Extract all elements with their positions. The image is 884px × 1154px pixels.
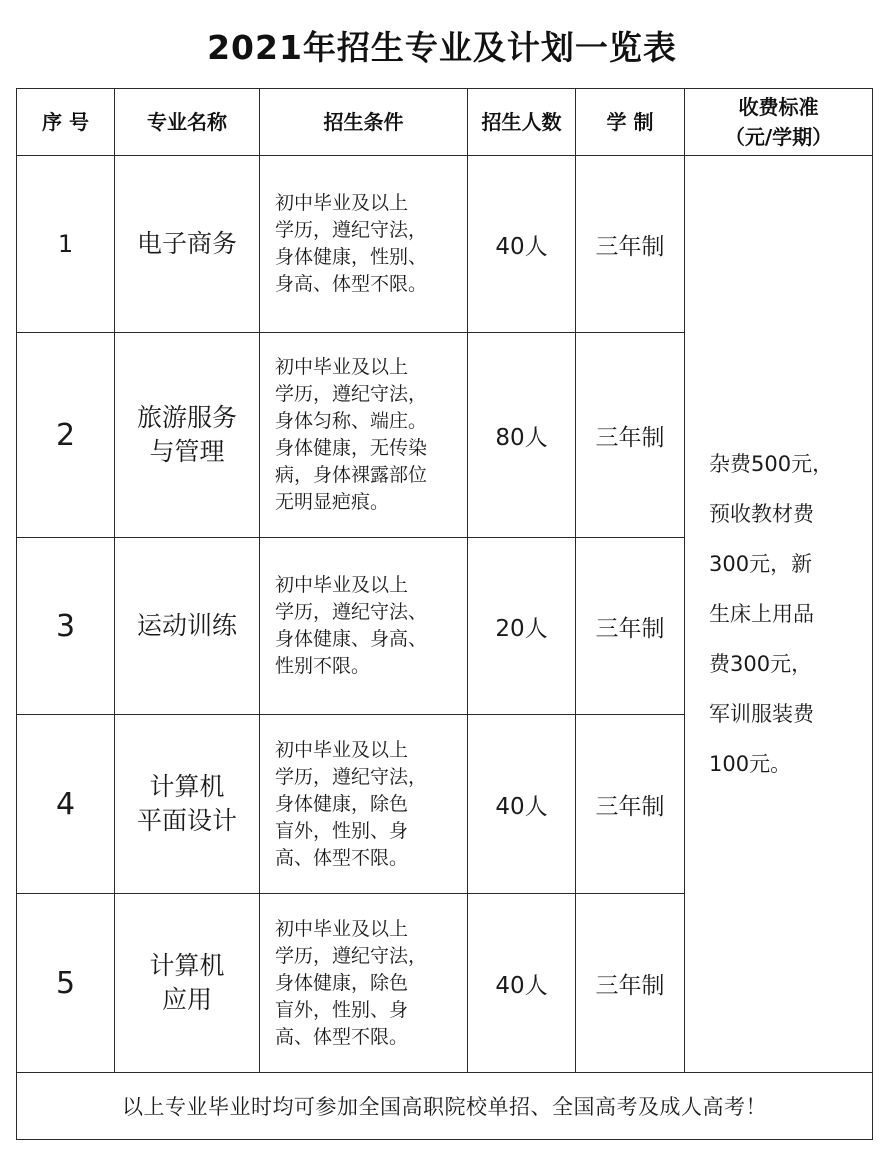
fee-line: 300元，新: [709, 552, 813, 576]
footer-note: 以上专业毕业时均可参加全国高职院校单招、全国高考及成人高考！: [17, 1073, 873, 1140]
row-index: 1: [17, 156, 115, 333]
fee-line: 费300元，: [709, 652, 813, 676]
condition-line: 身高、体型不限。: [275, 273, 428, 295]
condition-line: 高、体型不限。: [275, 846, 409, 869]
page-title: 2021年招生专业及计划一览表: [207, 28, 677, 67]
row-conditions: [260, 333, 468, 538]
fee-line: 预收教材费: [709, 502, 814, 526]
row-count: 40人: [468, 156, 576, 333]
row-count: 80人: [468, 333, 576, 538]
condition-line: 学历，遵纪守法，: [275, 219, 428, 241]
table-footer-row: [17, 1073, 873, 1140]
header-count: 招生人数: [468, 89, 576, 156]
major-line: 与管理: [149, 437, 225, 466]
condition-line: 初中毕业及以上: [275, 738, 409, 761]
fee-line: 杂费500元，: [709, 452, 834, 476]
condition-line: 学历，遵纪守法，: [275, 383, 428, 405]
header-index: 序 号: [17, 89, 115, 156]
major-line: 计算机: [149, 951, 225, 980]
row-major: [115, 894, 260, 1073]
condition-line: 初中毕业及以上: [275, 917, 409, 940]
condition-line: 学历，遵纪守法、: [275, 601, 428, 623]
condition-line: 身体健康，性别、: [275, 246, 428, 268]
header-fee: [685, 89, 873, 156]
condition-line: 病，身体裸露部位: [275, 464, 428, 486]
major-line: 计算机: [149, 772, 225, 801]
condition-line: 身体健康，无传染: [275, 437, 428, 459]
table-row: [17, 156, 873, 333]
major-line: 平面设计: [136, 806, 237, 835]
enrollment-table: [16, 88, 873, 1140]
row-years: 三年制: [576, 156, 685, 333]
fee-cell: [685, 156, 873, 1073]
fee-line: 军训服装费: [709, 702, 814, 726]
major-line: 应用: [161, 985, 212, 1014]
table-header-row: [17, 89, 873, 156]
row-conditions: [260, 538, 468, 715]
condition-line: 盲外，性别、身: [275, 998, 409, 1021]
header-fee-line1: 收费标准: [738, 95, 819, 119]
major-line: 旅游服务: [136, 403, 237, 432]
row-count: 20人: [468, 538, 576, 715]
row-years: 三年制: [576, 715, 685, 894]
row-conditions: [260, 894, 468, 1073]
row-count: 40人: [468, 715, 576, 894]
condition-line: 初中毕业及以上: [275, 192, 409, 214]
condition-line: 学历，遵纪守法，: [275, 765, 428, 788]
row-major: [115, 538, 260, 715]
condition-line: 身体健康，除色: [275, 792, 409, 815]
row-index: 5: [17, 894, 115, 1073]
condition-line: 初中毕业及以上: [275, 356, 409, 378]
condition-line: 性别不限。: [275, 655, 371, 677]
row-years: 三年制: [576, 538, 685, 715]
condition-line: 初中毕业及以上: [275, 574, 409, 596]
row-conditions: [260, 715, 468, 894]
major-line: 运动训练: [136, 611, 237, 640]
row-count: 40人: [468, 894, 576, 1073]
condition-line: 身体健康，除色: [275, 971, 409, 994]
condition-line: 身体匀称、端庄。: [275, 410, 428, 432]
fee-line: 生床上用品: [709, 602, 814, 626]
condition-line: 学历，遵纪守法，: [275, 944, 428, 967]
fee-line: 100元。: [709, 752, 792, 776]
condition-line: 盲外，性别、身: [275, 819, 409, 842]
header-conditions: 招生条件: [260, 89, 468, 156]
row-major: [115, 156, 260, 333]
header-major: 专业名称: [115, 89, 260, 156]
row-index: 4: [17, 715, 115, 894]
major-line: 电子商务: [136, 229, 237, 258]
row-index: 2: [17, 333, 115, 538]
row-major: [115, 333, 260, 538]
row-years: 三年制: [576, 894, 685, 1073]
condition-line: 高、体型不限。: [275, 1025, 409, 1048]
condition-line: 身体健康、身高、: [275, 628, 428, 650]
row-major: [115, 715, 260, 894]
condition-line: 无明显疤痕。: [275, 491, 390, 513]
row-index: 3: [17, 538, 115, 715]
header-years: 学 制: [576, 89, 685, 156]
row-conditions: [260, 156, 468, 333]
row-years: 三年制: [576, 333, 685, 538]
header-fee-line2: （元/学期）: [724, 125, 833, 149]
